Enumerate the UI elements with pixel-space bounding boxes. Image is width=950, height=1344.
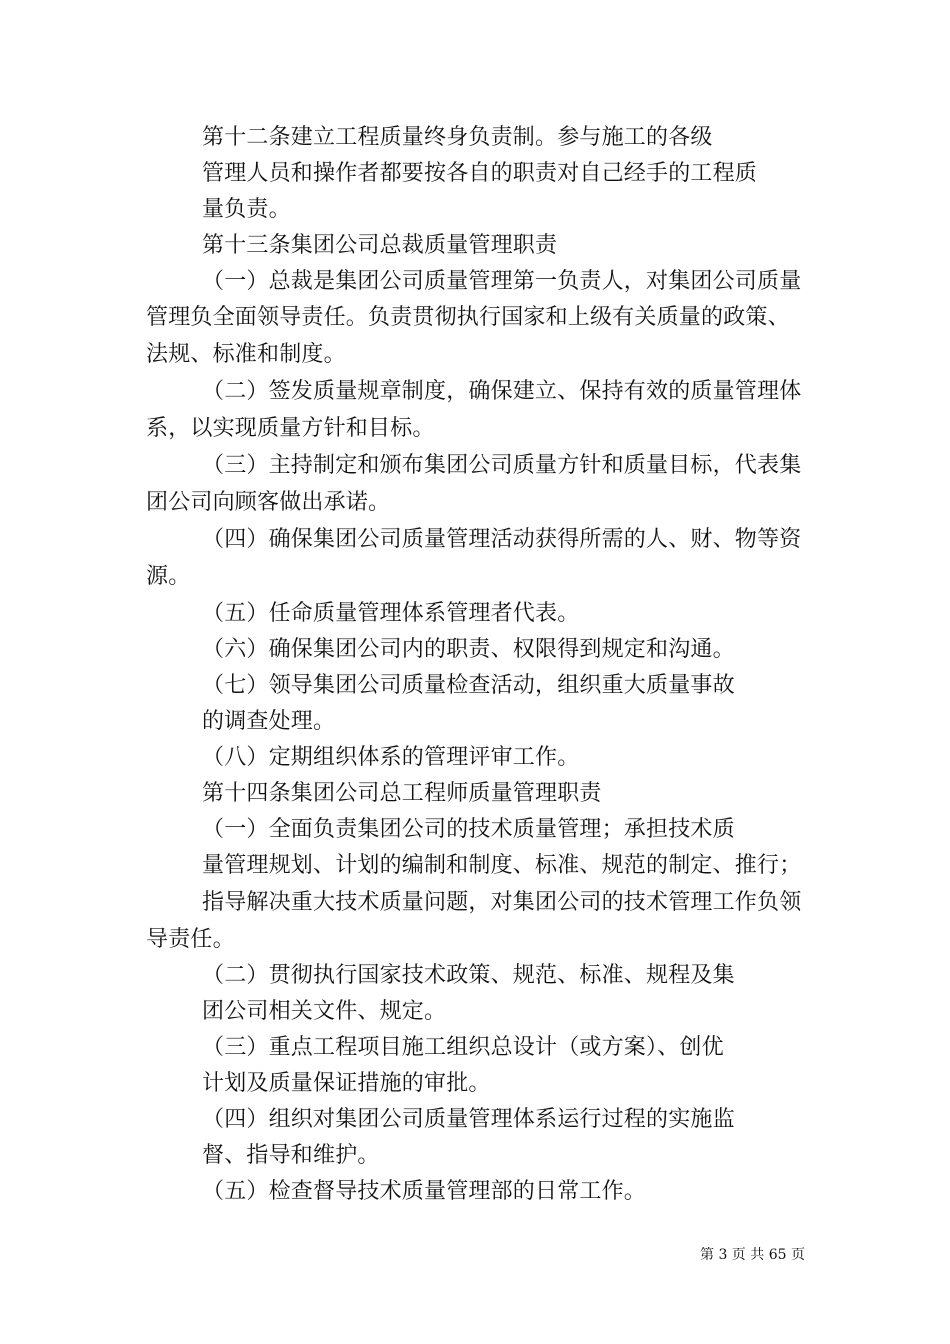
text-line: （七）领导集团公司质量检查活动，组织重大质量事故 <box>202 673 735 698</box>
text-line: 第十四条集团公司总工程师质量管理职责 <box>202 781 602 806</box>
text-line: 法规、标准和制度。 <box>146 342 346 367</box>
text-line: （一）全面负责集团公司的技术质量管理；承担技术质 <box>202 817 735 842</box>
text-line: （二）签发质量规章制度，确保建立、保持有效的质量管理体 <box>202 379 802 404</box>
text-line: 导责任。 <box>146 927 235 952</box>
text-line: 量负责。 <box>202 197 291 222</box>
text-line: 指导解决重大技术质量问题，对集团公司的技术管理工作负领 <box>202 890 802 915</box>
text-line: 系，以实现质量方针和目标。 <box>146 416 435 441</box>
text-line: （四）确保集团公司质量管理活动获得所需的人、财、物等资 <box>202 527 802 552</box>
text-line: （八）定期组织体系的管理评审工作。 <box>202 745 580 770</box>
page-number: 第 3 页 共 65 页 <box>700 1247 805 1263</box>
text-line: 团公司向顾客做出承诺。 <box>146 490 391 515</box>
text-line: （五）检查督导技术质量管理部的日常工作。 <box>202 1179 647 1204</box>
text-line: 源。 <box>146 564 191 589</box>
text-line: 量管理规划、计划的编制和制度、标准、规范的制定、推行； <box>202 853 802 878</box>
text-line: （三）重点工程项目施工组织总设计（或方案）、创优 <box>202 1035 724 1060</box>
text-line: 团公司相关文件、规定。 <box>202 999 447 1024</box>
text-line: 督、指导和维护。 <box>202 1143 380 1168</box>
text-line: （三）主持制定和颁布集团公司质量方针和质量目标，代表集 <box>202 453 802 478</box>
text-line: （一）总裁是集团公司质量管理第一负责人，对集团公司质量 <box>202 269 802 294</box>
text-line: 的调查处理。 <box>202 709 336 734</box>
text-line: 第十三条集团公司总裁质量管理职责 <box>202 233 558 258</box>
text-line: 管理人员和操作者都要按各自的职责对自己经手的工程质 <box>202 161 758 186</box>
text-line: 管理负全面领导责任。负责贯彻执行国家和上级有关质量的政策、 <box>146 305 790 330</box>
text-line: （二）贯彻执行国家技术政策、规范、标准、规程及集 <box>202 963 735 988</box>
text-line: 计划及质量保证措施的审批。 <box>202 1071 491 1096</box>
text-line: （五）任命质量管理体系管理者代表。 <box>202 601 580 626</box>
text-line: （四）组织对集团公司质量管理体系运行过程的实施监 <box>202 1107 735 1132</box>
text-line: 第十二条建立工程质量终身负责制。参与施工的各级 <box>202 125 713 150</box>
text-line: （六）确保集团公司内的职责、权限得到规定和沟通。 <box>202 637 735 662</box>
